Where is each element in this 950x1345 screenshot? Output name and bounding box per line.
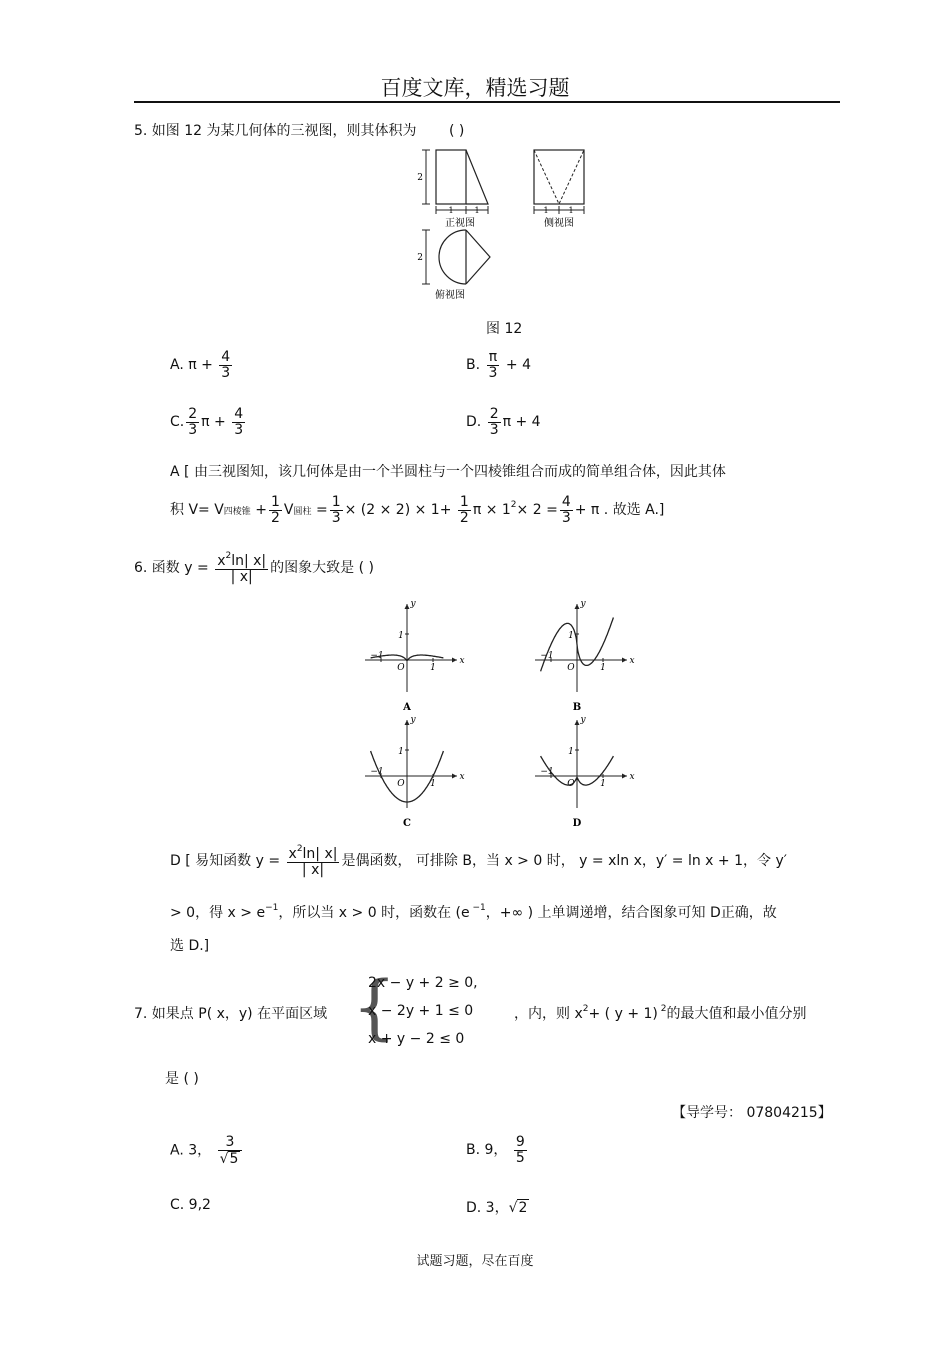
graph-option-label: C [403,818,411,829]
frac-den: 3 [488,364,498,381]
q7-constraint-1: 2x − y + 2 ≥ 0, [368,975,478,991]
q7-constraint-3: x + y − 2 ≤ 0 [368,1031,465,1047]
text-run: x [288,846,297,862]
text-run: 是偶函数， 可排除 B，当 x > 0 时， y = xln x，y′ = ln x + 1，令 y′ [341,853,787,870]
tick-label-y1: 1 [398,747,404,757]
top-view-label: 俯视图 [435,290,465,301]
q6-stem [134,552,374,584]
q5-option-d [466,407,541,437]
q5-option-d-label: D. [466,414,482,431]
fraction [458,495,471,525]
text-run: + π . 故选 A.] [574,502,665,519]
text-run: + ( y + 1) [588,1006,658,1022]
q6-function-frac [215,552,268,584]
frac-num: 9 [515,1134,525,1150]
y-axis-arrow [575,604,580,609]
q5-answer-line1: A [ 由三视图知，该几何体是由一个半圆柱与一个四棱锥组合而成的简单组合体，因此其体 [170,464,726,480]
x-axis-label: x [459,656,465,666]
q5-answer-line2 [170,495,664,525]
text-run: π × 1 [472,502,511,519]
q5-three-view-figure [410,142,610,307]
text-run: 的最大值和最小值分别 [666,1006,807,1022]
text-run: x [217,553,226,569]
sqrt-radicand: 5 [229,1150,239,1167]
q7-guide-number: 【导学号： 07804215】 [672,1105,832,1121]
y-axis-label: y [580,715,586,725]
q7-option-b-frac [514,1135,527,1165]
q7-stem-line2: 是 ( ) [165,1071,199,1087]
y-axis-arrow [405,720,410,725]
q6-answer-frac [287,845,340,877]
side-view-label: 侧视图 [544,218,574,229]
q5-option-d-frac [488,407,501,437]
tick-label-1: 1 [430,663,436,673]
q6-answer-line2 [170,902,777,922]
text-run: 的图象大致是 ( ) [270,560,374,577]
frac-den: 2 [459,509,469,526]
frac-num: π [487,350,500,366]
tick-label-neg1: −1 [540,651,554,661]
graph-option-label: B [572,702,582,713]
q7-stem-start: 7. 如果点 P( x，y) 在平面区域 [134,1006,328,1022]
frac-den: 2 [271,509,280,526]
text-run: > 0，得 x > e [170,905,266,921]
q6-graph-options [355,598,655,838]
origin-label: O [397,663,405,673]
origin-label: O [567,663,575,673]
tick-label-1: 1 [600,663,606,673]
subscript: 四棱锥 [223,507,251,518]
frac-num: 1 [271,494,280,510]
tick-label-neg1: −1 [370,767,384,777]
q7-stem-end [514,1003,806,1023]
side-dim-1a: 1 [543,206,549,215]
superscript: 2 [296,844,303,854]
q5-option-c [170,407,247,437]
fraction [560,495,573,525]
q5-option-c-frac [186,407,199,437]
tick-label-y1: 1 [568,631,574,641]
text-run: ln| x| [231,553,267,569]
superscript: 2 [510,500,517,511]
frac-num: 3 [218,1135,243,1151]
x-axis-label: x [459,772,465,782]
q6-answer-line3: 选 D.] [170,938,210,954]
y-axis-label: y [580,599,586,609]
q5-option-a [170,350,234,380]
option-label: B. 9， [466,1142,508,1159]
x-axis-arrow [452,774,457,779]
frac-den: 3 [561,509,571,526]
y-axis-label: y [410,715,416,725]
top-view [417,230,490,301]
q5-option-c-tail: π + [201,414,226,431]
superscript: 2 [582,1004,589,1014]
tick-label-1: 1 [600,779,606,789]
q5-option-b [466,350,531,380]
tick-label-y1: 1 [398,631,404,641]
frac-num: 2 [489,406,499,422]
fraction [269,495,282,525]
side-dim-1b: 1 [568,206,574,215]
sqrt-radicand: 2 [518,1200,528,1216]
x-axis-arrow [622,658,627,663]
tick-label-neg1: −1 [370,651,384,661]
superscript: 2 [225,551,232,561]
frac-num: 4 [221,349,231,365]
front-view-label: 正视图 [445,218,475,229]
q7-option-b [466,1135,529,1165]
frac-den: 3 [234,421,244,438]
q5-option-b-tail: + 4 [505,357,531,374]
header-divider [134,101,840,103]
x-axis-label: x [629,772,635,782]
graph-option-label: A [403,702,411,713]
front-dim-2: 2 [417,173,423,183]
text-run: ，所以当 x > 0 时，函数在 (e [278,905,470,921]
frac-den: 3 [331,509,341,526]
text-run: × 2 = [516,502,558,519]
frac-num: 1 [331,494,341,510]
q5-option-d-tail: π + 4 [502,414,541,431]
frac-den: 3 [489,421,499,438]
page-footer: 试题习题，尽在百度 [416,1254,534,1269]
q5-option-a-frac [219,350,232,380]
text-run: 积 V= V [170,502,224,519]
y-axis-arrow [405,604,410,609]
text-run: V [283,502,294,519]
superscript: −1 [265,903,279,913]
q7-option-a [170,1135,244,1166]
origin-label: O [567,779,575,789]
q7-option-c: C. 9,2 [170,1197,211,1213]
text-run: = [315,502,328,519]
x-axis-arrow [452,658,457,663]
frac-num: 4 [561,494,571,510]
text-run: ln| x| [302,846,338,862]
graph-option-label: D [572,818,582,829]
frac-num [287,845,340,863]
frac-num: 1 [459,494,469,510]
front-dim-1b: 1 [474,206,480,215]
text-run: D [ 易知函数 y = [170,853,281,870]
y-axis-arrow [575,720,580,725]
x-axis-label: x [629,656,635,666]
option-label: D. 3， [466,1200,509,1216]
q7-option-a-frac [218,1135,243,1166]
q5-option-c-label: C. [170,414,185,431]
frac-num: 2 [188,406,198,422]
page-header-title: 百度文库，精选习题 [380,76,570,100]
y-axis-label: y [410,599,416,609]
frac-num: 4 [234,406,244,422]
text-run: × (2 × 2) × 1+ [344,502,452,519]
subscript: 圆柱 [293,507,312,518]
frac-den: 3 [221,364,231,381]
q5-option-a-label: A. π + [170,357,213,374]
side-view [534,150,584,229]
frac-den: 5 [515,1149,525,1166]
q5-figure-caption: 图 12 [486,321,523,337]
text-run: ，+∞ ) 上单调递增，结合图象可知 D正确，故 [485,905,777,921]
frac-num [215,552,268,570]
text-run: 6. 函数 y = [134,560,209,577]
frac-den: √5 [219,1150,239,1167]
tick-label-y1: 1 [568,747,574,757]
frac-den: | x| [301,861,325,878]
q5-stem-text: 5. 如图 12 为某几何体的三视图，则其体积为 [134,123,417,139]
q5-option-b-label: B. [466,357,481,374]
top-dim-2: 2 [417,253,423,263]
option-label: A. 3， [170,1142,212,1159]
front-view [417,150,488,229]
q5-stem [134,120,464,140]
q7-option-d: D. 3，√2 [466,1200,528,1216]
q5-option-c-frac2 [232,407,245,437]
tick-label-1: 1 [430,779,436,789]
text-run: ，内，则 x [514,1006,583,1022]
superscript: −1 [469,903,486,913]
q5-answer-paren: ( ) [448,123,465,139]
q7-system-brace: { [352,966,397,1048]
frac-den: | x| [230,568,253,585]
superscript: 2 [657,1004,667,1014]
q5-option-b-frac [487,350,500,380]
frac-den: 3 [188,421,198,438]
q6-answer-line1 [170,845,787,877]
graphs-group [365,599,635,829]
q7-constraint-2: x − 2y + 1 ≤ 0 [368,1003,474,1019]
front-dim-1a: 1 [448,206,454,215]
fraction [330,495,343,525]
tick-label-neg1: −1 [540,767,554,777]
x-axis-arrow [622,774,627,779]
origin-label: O [397,779,405,789]
text-run: + [255,502,267,519]
